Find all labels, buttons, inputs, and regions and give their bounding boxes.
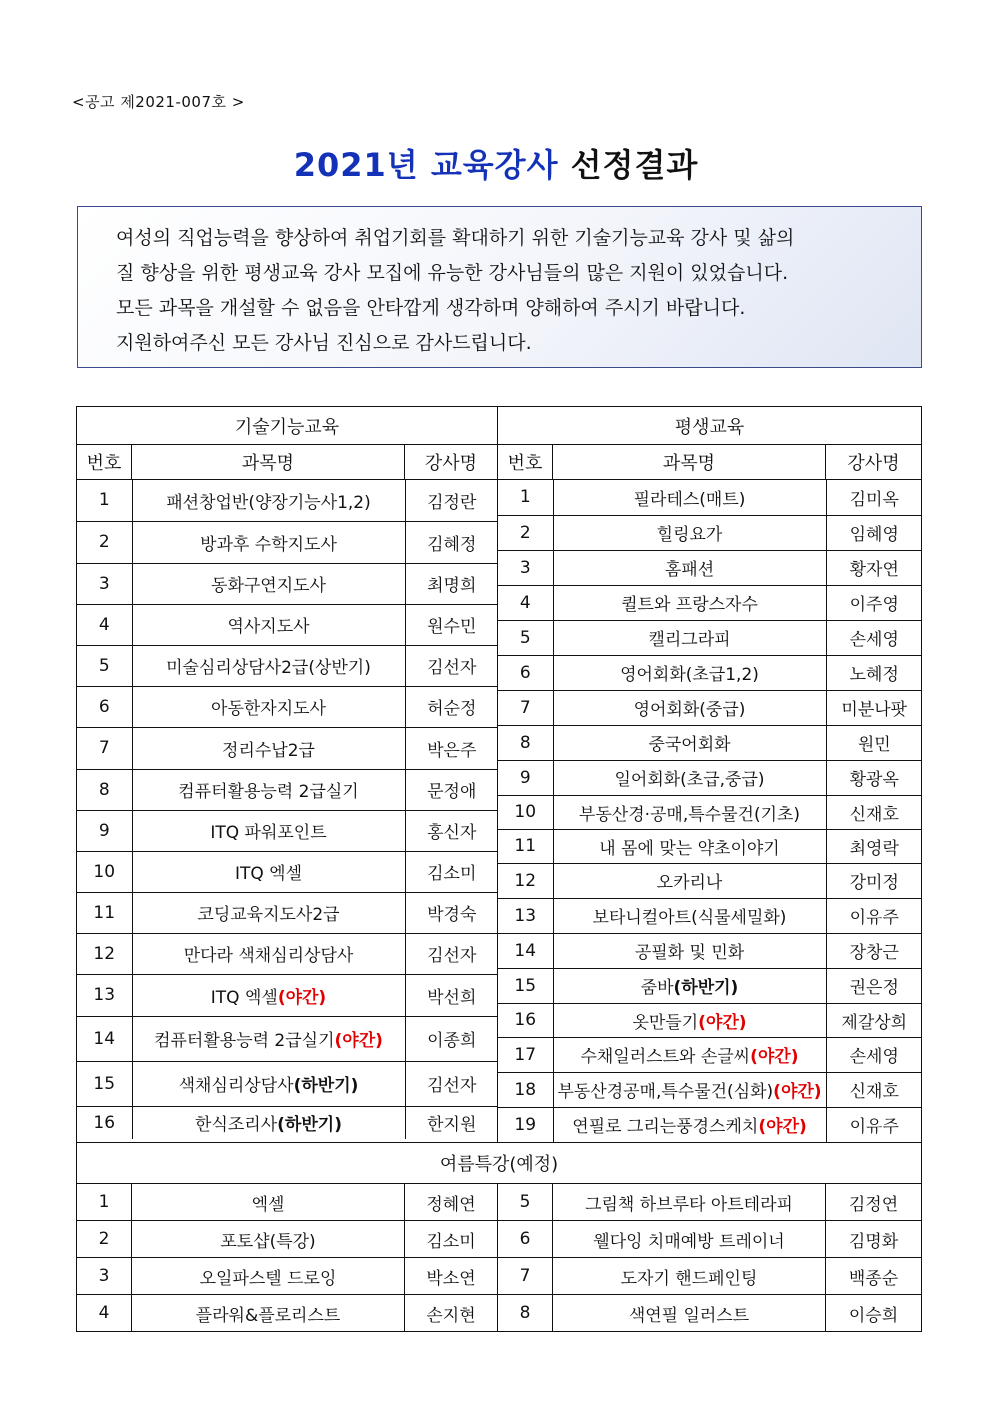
course-instructor: 박은주 [405,727,498,769]
night-class-tag: (야간) [758,1117,807,1138]
subject-text: 영어회화(중급) [633,700,746,720]
subject-text: 동화구연지도사 [211,576,326,596]
table-row [77,1221,922,1258]
table-row [498,1003,922,1037]
course-instructor: 김명화 [826,1221,922,1258]
course-number: 1 [77,1184,132,1221]
table-row [77,480,498,521]
course-number: 3 [77,563,132,604]
course-instructor: 황자연 [826,550,922,585]
course-subject [553,795,826,829]
course-instructor: 김선자 [405,645,498,686]
tech-block [77,480,498,1143]
course-number: 5 [77,645,132,686]
table-row [498,1037,922,1072]
subject-text: ITQ 파워포인트 [210,823,327,843]
table-row [498,1107,922,1142]
course-instructor: 김정란 [405,480,498,521]
course-number: 16 [498,1003,553,1037]
course-number: 8 [498,725,553,760]
intro-line: 여성의 직업능력을 향상하여 취업기회를 확대하기 위한 기술기능교육 강사 및 삶의 [116,227,795,249]
course-subject [553,968,826,1003]
subject-text: 홈패션 [664,560,715,580]
course-instructor: 강미정 [826,863,922,898]
course-number: 2 [498,515,553,550]
subject-text: 필라테스(매트) [633,489,746,510]
course-subject [553,898,826,933]
subject-text: 일어회화(초급,중급) [614,770,765,790]
section-header-tech: 기술기능교육 [77,407,498,445]
table-row [498,550,922,585]
course-subject [553,1072,826,1107]
intro-line: 질 향상을 위한 평생교육 강사 모집에 유능한 강사님들의 많은 지원이 있었습니다. [116,262,789,284]
course-instructor: 정혜연 [405,1184,498,1221]
course-instructor: 한지원 [427,1115,477,1136]
course-instructor: 이종희 [405,1016,498,1061]
course-subject: 엑셀 [132,1184,405,1221]
course-number: 1 [498,480,553,515]
course-subject [132,769,405,810]
course-number: 11 [498,829,553,863]
subject-text: 수채일러스트와 손글씨 [580,1047,751,1067]
table-row [77,1106,498,1139]
course-number: 4 [77,604,132,645]
course-instructor: 최명희 [405,563,498,604]
table-row [77,974,498,1016]
course-subject [132,933,405,974]
course-subject [553,550,826,585]
course-number: 16 [77,1106,132,1139]
subject-text: 부동산경·공매,특수물건(기초) [578,804,801,825]
section-header-summer: 여름특강(예정) [77,1143,922,1184]
subject-text: 컴퓨터활용능력 2급실기 [178,782,359,802]
course-number: 11 [77,892,132,933]
course-number: 3 [77,1258,132,1295]
tech-course-list [77,480,498,1139]
course-subject [553,760,826,795]
table-row [77,933,498,974]
night-class-tag: (야간) [277,987,327,1008]
course-instructor: 최영락 [826,829,922,863]
course-number: 6 [498,655,553,690]
course-subject [553,655,826,690]
course-subject [132,1061,405,1106]
course-number: 5 [498,1184,553,1221]
course-instructor: 손지현 [405,1295,498,1332]
course-subject: 색연필 일러스트 [553,1295,826,1332]
subject-text: 정리수납2급 [222,740,315,761]
course-number: 10 [77,851,132,892]
table-row [498,725,922,760]
course-number: 2 [77,521,132,563]
course-number: 9 [498,760,553,795]
course-subject [553,515,826,550]
course-number: 4 [77,1295,132,1332]
course-instructor: 황광옥 [826,760,922,795]
course-instructor: 원수민 [405,604,498,645]
course-instructor: 미분나팟 [826,690,922,725]
course-number: 12 [498,863,553,898]
table-row [498,933,922,968]
subject-text: 부동산경공매,특수물건(심화) [557,1082,774,1102]
subject-text: 공필화 및 민화 [634,943,745,963]
course-instructor: 김소미 [405,1221,498,1258]
subject-text: 오카리나 [656,873,723,893]
subject-text: 줌바 [640,978,674,998]
course-subject [553,1037,826,1072]
subject-text: 방과후 수학지도사 [200,534,337,555]
subject-text: 색채심리상담사 [178,1076,294,1096]
course-number: 19 [498,1107,553,1142]
course-subject: 그림책 하브루타 아트테라피 [553,1184,826,1221]
course-instructor: 박선희 [405,974,498,1016]
course-number: 13 [498,898,553,933]
course-subject: 오일파스텔 드로잉 [132,1258,405,1295]
course-instructor: 제갈상희 [826,1003,922,1037]
course-instructor: 김선자 [405,1061,498,1106]
course-instructor: 권은정 [826,968,922,1003]
table-row [77,810,498,851]
course-subject [132,1106,405,1139]
course-instructor: 김미옥 [826,480,922,515]
table-row [77,892,498,933]
course-instructor: 이유주 [849,1117,899,1138]
intro-line: 모든 과목을 개설할 수 없음을 안타깝게 생각하며 양해하여 주시기 바랍니다. [116,297,746,319]
course-subject [553,725,826,760]
course-subject [132,892,405,933]
table-row [77,1258,922,1295]
course-number: 14 [498,933,553,968]
subject-text: 컴퓨터활용능력 2급실기 [154,1031,335,1051]
course-instructor: 노혜정 [826,655,922,690]
lifelong-course-list [498,480,922,1142]
course-instructor: 백종순 [826,1258,922,1295]
title-main: 2021년 교육강사 [293,146,559,184]
course-number: 7 [498,690,553,725]
course-instructor: 박경숙 [405,892,498,933]
course-instructor: 원민 [826,725,922,760]
col-header-subject: 과목명 [553,445,826,480]
subject-text: 만다라 색채심리상담사 [183,946,354,966]
table-row [498,620,922,655]
page-title [0,140,992,186]
table-row [498,515,922,550]
table-row [77,686,498,727]
course-number: 14 [77,1016,132,1061]
course-number: 1 [77,480,132,521]
notice-number: <공고 제2021-007호 > [72,93,245,111]
course-subject: 플라워&플로리스트 [132,1295,405,1332]
subject-text: 역사지도사 [227,617,310,637]
course-instructor: 김혜정 [405,521,498,563]
course-subject [132,645,405,686]
col-header-instructor: 강사명 [826,445,922,480]
intro-line: 지원하여주신 모든 강사님 진심으로 감사드립니다. [116,332,532,354]
course-instructor: 손세영 [826,1037,922,1072]
course-subject [132,851,405,892]
table-row [77,1061,498,1106]
table-row [77,727,498,769]
summer-course-list [77,1184,922,1332]
course-subject [553,863,826,898]
course-number: 6 [77,686,132,727]
second-half-tag: (하반기) [673,978,739,998]
second-half-tag: (하반기) [293,1076,359,1096]
course-subject [132,974,405,1016]
course-subject [132,480,405,521]
course-number: 5 [498,620,553,655]
course-instructor: 허순정 [405,686,498,727]
table-row [498,655,922,690]
subject-text: 코딩교육지도사2급 [197,905,340,925]
subject-text: 한식조리사 [195,1115,278,1136]
course-number: 2 [77,1221,132,1258]
course-number: 12 [77,933,132,974]
subject-text: 옷만들기 [632,1012,699,1033]
course-subject: 웰다잉 치매예방 트레이너 [553,1221,826,1258]
course-number: 8 [77,769,132,810]
section-header-lifelong: 평생교육 [498,407,922,445]
subject-text: 영어회화(초급1,2) [620,665,759,685]
subject-text: ITQ 엑셀 [210,987,278,1008]
course-number: 7 [498,1258,553,1295]
course-subject [553,690,826,725]
col-header-no: 번호 [77,445,132,480]
course-number: 18 [498,1072,553,1107]
table-row [77,521,498,563]
subject-text: ITQ 엑셀 [234,864,303,884]
subject-text: 중국어회화 [648,735,731,755]
course-instructor: 신재호 [826,1072,922,1107]
subject-text: 보타니컬아트(식물세밀화) [592,908,787,928]
table-row [77,604,498,645]
course-number: 13 [77,974,132,1016]
table-row [498,898,922,933]
table-row [498,968,922,1003]
table-row [498,1072,922,1107]
course-subject [553,1003,826,1037]
course-subject [132,521,405,563]
table-row [77,1295,922,1332]
night-class-tag: (야간) [334,1031,383,1051]
col-header-subject: 과목명 [132,445,405,480]
table-row [77,1184,922,1221]
course-instructor: 임혜영 [826,515,922,550]
course-instructor: 홍신자 [405,810,498,851]
course-subject [132,604,405,645]
second-half-tag: (하반기) [277,1115,342,1136]
course-subject [553,1107,826,1142]
course-instructor: 김소미 [405,851,498,892]
course-subject [553,480,826,515]
course-instructor: 장창근 [826,933,922,968]
course-subject [132,810,405,851]
intro-box [77,206,922,368]
course-subject [132,1016,405,1061]
table-row [77,563,498,604]
course-subject [132,563,405,604]
course-subject: 포토샵(특강) [132,1221,405,1258]
col-header-no: 번호 [498,445,553,480]
course-instructor: 이유주 [826,898,922,933]
night-class-tag: (야간) [698,1012,747,1033]
course-number: 6 [498,1221,553,1258]
subject-text: 연필로 그리는풍경스케치 [572,1117,759,1138]
course-instructor: 김선자 [405,933,498,974]
course-subject [553,585,826,620]
course-subject [132,686,405,727]
subject-text: 캘리그라피 [648,630,731,650]
course-instructor: 박소연 [405,1258,498,1295]
course-number: 9 [77,810,132,851]
table-row [77,645,498,686]
course-subject [553,829,826,863]
course-instructor: 신재호 [826,795,922,829]
course-subject: 도자기 핸드페인팅 [553,1258,826,1295]
title-result: 선정결과 [570,146,699,184]
course-instructor: 문정애 [405,769,498,810]
table-row [498,690,922,725]
course-number: 10 [498,795,553,829]
lifelong-block [498,480,922,1143]
table-row [498,760,922,795]
course-number: 8 [498,1295,553,1332]
night-class-tag: (야간) [773,1082,822,1102]
subject-text: 퀼트와 프랑스자수 [621,595,758,615]
course-number: 15 [77,1061,132,1106]
course-subject [553,620,826,655]
course-instructor: 이주영 [826,585,922,620]
course-subject [132,727,405,769]
subject-text: 힐링요가 [656,525,723,545]
table-row [498,480,922,515]
course-number: 4 [498,585,553,620]
selection-table [76,406,922,1332]
table-row [498,829,922,863]
course-instructor: 이승희 [826,1295,922,1332]
course-instructor: 김정연 [826,1184,922,1221]
table-row [498,585,922,620]
night-class-tag: (야간) [750,1047,799,1067]
subject-text: 패션창업반(양장기능사1,2) [166,492,371,513]
subject-text: 미술심리상담사2급(상반기) [166,658,371,678]
course-instructor: 손세영 [826,620,922,655]
col-header-instructor: 강사명 [405,445,498,480]
table-row [77,851,498,892]
table-row [77,769,498,810]
subject-text: 아동한자지도사 [211,699,326,719]
table-row [498,863,922,898]
course-subject [553,933,826,968]
course-number: 15 [498,968,553,1003]
table-row [77,1016,498,1061]
course-number: 7 [77,727,132,769]
subject-text: 내 몸에 맞는 약초이야기 [599,838,780,859]
table-row [498,795,922,829]
course-number: 17 [498,1037,553,1072]
course-number: 3 [498,550,553,585]
